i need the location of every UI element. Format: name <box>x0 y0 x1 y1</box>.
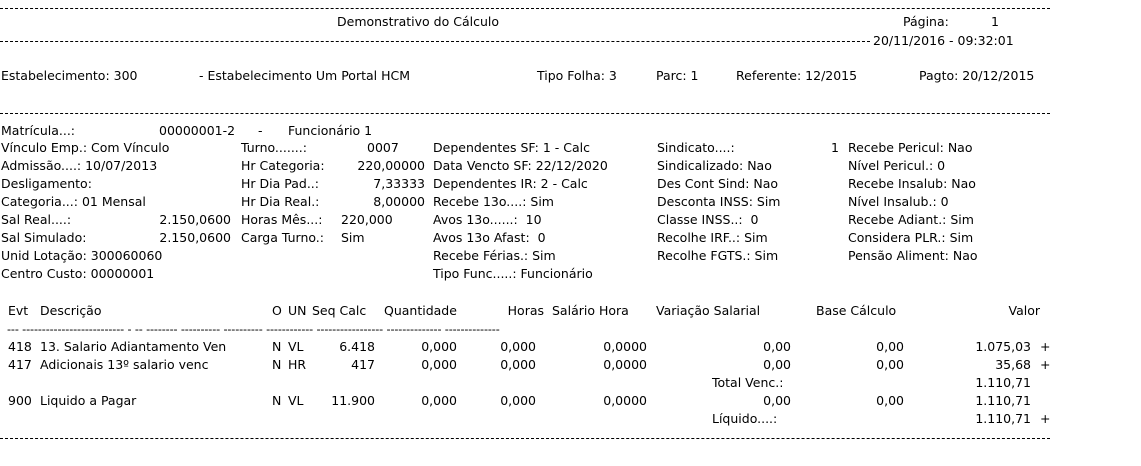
pensao-aliment: Pensão Aliment: Nao <box>848 248 978 263</box>
parc: Parc: 1 <box>656 68 699 83</box>
desligamento: Desligamento: <box>1 176 92 191</box>
recebe-insalub: Recebe Insalub: Nao <box>848 176 976 191</box>
row-1-o: N <box>272 339 282 354</box>
classe-inss: Classe INSS..: 0 <box>657 212 759 227</box>
row-3-un: VL <box>288 393 304 408</box>
row-1-valor: 1.075,03 <box>975 339 1031 354</box>
employee-name: Funcionário 1 <box>288 123 373 138</box>
avos-13o-afast: Avos 13o Afast: 0 <box>433 230 546 245</box>
row-3-seq-calc: 11.900 <box>331 393 375 408</box>
row-2-descricao: Adicionais 13º salario venc <box>40 357 209 372</box>
row-3-valor: 1.110,71 <box>975 393 1031 408</box>
row-2-quantidade: 0,000 <box>421 357 457 372</box>
col-header-horas: Horas <box>507 303 544 318</box>
header-rule <box>0 41 870 42</box>
row-3-variacao: 0,00 <box>763 393 791 408</box>
row-2-salario-hora: 0,0000 <box>603 357 647 372</box>
admissao: Admissão....: 10/07/2013 <box>1 158 158 173</box>
hr-dia-real-label: Hr Dia Real.: <box>241 194 320 209</box>
des-cont-sind: Des Cont Sind: Nao <box>657 176 779 191</box>
row-2-seq-calc: 417 <box>351 357 375 372</box>
row-2-valor: 35,68 <box>995 357 1031 372</box>
recolhe-fgts: Recolhe FGTS.: Sim <box>657 248 779 263</box>
recebe-adiant: Recebe Adiant.: Sim <box>848 212 974 227</box>
col-header-valor: Valor <box>1008 303 1040 318</box>
liquido-label: Líquido....: <box>712 411 778 426</box>
row-2-variacao: 0,00 <box>763 357 791 372</box>
total-venc-value: 1.110,71 <box>975 375 1031 390</box>
recebe-13o: Recebe 13o....: Sim <box>433 194 554 209</box>
hr-dia-pad-label: Hr Dia Pad..: <box>241 176 319 191</box>
centro-custo: Centro Custo: 00000001 <box>1 266 155 281</box>
referente: Referente: 12/2015 <box>736 68 858 83</box>
row-3-base: 0,00 <box>876 393 904 408</box>
sal-simulado-label: Sal Simulado: <box>1 230 87 245</box>
dependentes-ir: Dependentes IR: 2 - Calc <box>433 176 588 191</box>
row-1-seq-calc: 6.418 <box>339 339 375 354</box>
horas-mes-label: Horas Mês...: <box>241 212 323 227</box>
matricula-separator: - <box>258 123 263 138</box>
unid-lotacao: Unid Lotação: 300060060 <box>1 248 163 263</box>
total-venc-label: Total Venc.: <box>712 375 784 390</box>
hr-dia-real-value: 8,00000 <box>373 194 425 209</box>
row-2-horas: 0,000 <box>500 357 536 372</box>
row-1-un: VL <box>288 339 304 354</box>
col-header-descricao: Descrição <box>40 303 102 318</box>
row-1-quantidade: 0,000 <box>421 339 457 354</box>
page-label: Página: <box>903 14 949 29</box>
turno-label: Turno.......: <box>241 140 307 155</box>
horas-mes-value: 220,000 <box>341 212 393 227</box>
nivel-insalub: Nível Insalub.: 0 <box>848 194 949 209</box>
col-header-o: O <box>272 303 282 318</box>
header-underline: --- -------------------------- - -- -------- ---------- ---------- ------------ ----------------- -------------- -------------- <box>7 323 500 336</box>
col-header-variacao: Variação Salarial <box>656 303 761 318</box>
row-1-sign: + <box>1040 339 1051 354</box>
row-1-evt: 418 <box>8 339 32 354</box>
row-3-descricao: Liquido a Pagar <box>40 393 137 408</box>
vinculo-emp: Vínculo Emp.: Com Vínculo <box>1 140 170 155</box>
row-1-variacao: 0,00 <box>763 339 791 354</box>
tipo-folha: Tipo Folha: 3 <box>537 68 617 83</box>
row-1-salario-hora: 0,0000 <box>603 339 647 354</box>
page-number: 1 <box>991 14 999 29</box>
establishment-code: Estabelecimento: 300 <box>1 68 138 83</box>
report-title: Demonstrativo do Cálculo <box>337 14 499 29</box>
row-1-base: 0,00 <box>876 339 904 354</box>
sal-real-label: Sal Real....: <box>1 212 72 227</box>
sindicato-label: Sindicato....: <box>657 140 735 155</box>
col-header-un: UN <box>288 303 307 318</box>
row-1-descricao: 13. Salario Adiantamento Ven <box>40 339 227 354</box>
row-2-un: HR <box>288 357 307 372</box>
recolhe-irf: Recolhe IRF..: Sim <box>657 230 768 245</box>
row-2-evt: 417 <box>8 357 32 372</box>
sal-real-value: 2.150,0600 <box>159 212 231 227</box>
row-2-o: N <box>272 357 282 372</box>
turno-value: 0007 <box>367 140 399 155</box>
liquido-sign: + <box>1040 411 1051 426</box>
top-rule <box>0 8 1050 9</box>
pagto: Pagto: 20/12/2015 <box>919 68 1035 83</box>
row-3-o: N <box>272 393 282 408</box>
col-header-seq-calc: Seq Calc <box>312 303 367 318</box>
sindicato-value: 1 <box>831 140 839 155</box>
row-3-evt: 900 <box>8 393 32 408</box>
row-2-sign: + <box>1040 357 1051 372</box>
avos-13o: Avos 13o......: 10 <box>433 212 542 227</box>
col-header-quantidade: Quantidade <box>384 303 457 318</box>
row-3-horas: 0,000 <box>500 393 536 408</box>
categoria: Categoria...: 01 Mensal <box>1 194 146 209</box>
bottom-rule <box>0 438 1050 439</box>
desconta-inss: Desconta INSS: Sim <box>657 194 781 209</box>
row-1-horas: 0,000 <box>500 339 536 354</box>
sindicalizado: Sindicalizado: Nao <box>657 158 772 173</box>
dependentes-sf: Dependentes SF: 1 - Calc <box>433 140 590 155</box>
matricula-label: Matrícula...: <box>1 123 76 138</box>
nivel-pericul: Nível Pericul.: 0 <box>848 158 946 173</box>
hr-categoria-value: 220,00000 <box>357 158 425 173</box>
carga-turno-value: Sim <box>341 230 365 245</box>
recebe-pericul: Recebe Pericul: Nao <box>848 140 973 155</box>
row-3-quantidade: 0,000 <box>421 393 457 408</box>
sal-simulado-value: 2.150,0600 <box>159 230 231 245</box>
matricula-value: 00000001-2 <box>159 123 236 138</box>
col-header-base: Base Cálculo <box>816 303 897 318</box>
tipo-func: Tipo Func.....: Funcionário <box>433 266 593 281</box>
hr-dia-pad-value: 7,33333 <box>373 176 425 191</box>
establishment-name: - Estabelecimento Um Portal HCM <box>199 68 410 83</box>
recebe-ferias: Recebe Férias.: Sim <box>433 248 556 263</box>
carga-turno-label: Carga Turno.: <box>241 230 324 245</box>
row-2-base: 0,00 <box>876 357 904 372</box>
considera-plr: Considera PLR.: Sim <box>848 230 974 245</box>
report-datetime: 20/11/2016 - 09:32:01 <box>873 33 1014 48</box>
col-header-salario-hora: Salário Hora <box>552 303 629 318</box>
col-header-evt: Evt <box>8 303 29 318</box>
establishment-rule <box>0 113 1050 114</box>
liquido-value: 1.110,71 <box>975 411 1031 426</box>
hr-categoria-label: Hr Categoria: <box>241 158 325 173</box>
row-3-salario-hora: 0,0000 <box>603 393 647 408</box>
data-vencto-sf: Data Vencto SF: 22/12/2020 <box>433 158 608 173</box>
